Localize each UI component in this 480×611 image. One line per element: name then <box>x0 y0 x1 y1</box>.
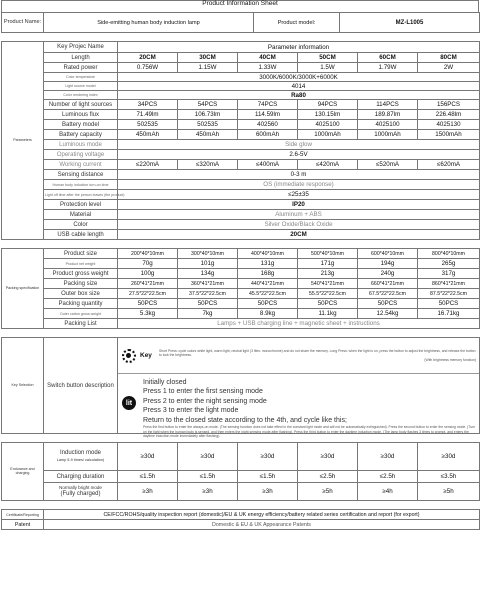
packing-size-value: 860*41*21mm <box>418 279 480 289</box>
color-rendering-label: Color rendering index <box>44 91 118 100</box>
parameters-section-label: Parameters <box>2 42 44 240</box>
working-current-value: ≤420mA <box>298 160 358 170</box>
row-carton-weight <box>2 309 480 319</box>
row-battery-capacity <box>2 130 480 140</box>
sensing-distance-value: 0-3 m <box>118 170 480 180</box>
packing-size-value: 660*41*21mm <box>358 279 418 289</box>
col-head-info: Parameter information <box>118 42 480 53</box>
luminous-flux-value: 130.15lm <box>298 110 358 120</box>
material-value: Aluminum + ABS <box>118 210 480 220</box>
color-value: Silver Oxide/Black Oxide <box>118 220 480 230</box>
sheet-title: Product Information Sheet <box>1 0 479 12</box>
certificate-value: CE/FCC/ROHS/quality inspection report (domestic)/EU & UK energy efficiency/battery related series certification and report (for export) <box>44 510 480 520</box>
endurance-section-label: Endurance and charging <box>2 443 44 501</box>
working-current-label: Working current <box>44 160 118 170</box>
battery-model-value: 502535 <box>178 120 238 130</box>
light-sources-value: 74PCS <box>238 100 298 110</box>
color-rendering-value: Ra80 <box>118 91 480 100</box>
product-name-value: Side-emitting human body induction lamp <box>44 13 254 33</box>
outer-box-size-value: 37.5*22*22.5cm <box>178 289 238 299</box>
product-header <box>1 12 480 33</box>
flow-line: Return to the closed state according to the 4th, and cycle like this; <box>143 416 347 424</box>
rated-power-value: 1.15W <box>178 63 238 73</box>
gross-weight-value: 317g <box>418 269 480 279</box>
normally-bright-value: ≥5h <box>418 483 480 501</box>
flow-line: Initially closed <box>143 379 187 386</box>
battery-capacity-value: 1000mAh <box>298 130 358 140</box>
working-current-value: ≤320mA <box>178 160 238 170</box>
normally-bright-value: ≥4h <box>358 483 418 501</box>
switch-table <box>1 337 480 439</box>
normally-bright-sub: (Fully charged) <box>60 490 101 497</box>
operating-voltage-label: Operating voltage <box>44 150 118 160</box>
luminous-flux-value: 106.73lm <box>178 110 238 120</box>
charging-duration-value: ≤1.5h <box>178 471 238 483</box>
battery-capacity-value: 1000mAh <box>358 130 418 140</box>
normally-bright-value: ≥5h <box>298 483 358 501</box>
light-off-time-label: Light off time after the person leaves (the product) <box>44 190 118 200</box>
packing-table <box>1 248 480 329</box>
packing-quantity-value: 50PCS <box>118 299 178 309</box>
row-operating-voltage <box>2 150 480 160</box>
product-size-value: 400*40*10mm <box>238 249 298 259</box>
light-sources-label: Number of light sources <box>44 100 118 110</box>
row-battery-model <box>2 120 480 130</box>
product-name-label: Product Name: <box>2 13 44 33</box>
carton-weight-label: Outer carton gross weight <box>44 309 118 319</box>
outer-box-size-value: 87.5*22*22.5cm <box>418 289 480 299</box>
row-light-off-time <box>2 190 480 200</box>
battery-model-value: 4025100 <box>298 120 358 130</box>
product-size-label: Product size <box>44 249 118 259</box>
row-gross-weight <box>2 269 480 279</box>
endurance-table <box>1 442 480 501</box>
row-induction-mode <box>2 443 480 471</box>
charging-duration-value: ≤3.5h <box>418 471 480 483</box>
light-sources-value: 156PCS <box>418 100 480 110</box>
battery-capacity-value: 600mAh <box>238 130 298 140</box>
color-label: Color <box>44 220 118 230</box>
battery-capacity-value: 450mAh <box>178 130 238 140</box>
product-model-value: MZ-L1005 <box>340 13 480 33</box>
row-normally-bright <box>2 483 480 501</box>
row-luminous-mode <box>2 140 480 150</box>
normally-bright-label <box>44 483 118 501</box>
row-material <box>2 210 480 220</box>
working-current-value: ≤620mA <box>418 160 480 170</box>
patent-value: Domestic & EU & UK Appearance Patents <box>44 520 480 530</box>
row-net-weight <box>2 259 480 269</box>
row-product-size <box>2 249 480 259</box>
carton-weight-value: 11.1kg <box>298 309 358 319</box>
row-working-current <box>2 160 480 170</box>
row-charging-duration <box>2 471 480 483</box>
protection-level-label: Protection level <box>44 200 118 210</box>
carton-weight-value: 8.9kg <box>238 309 298 319</box>
product-size-value: 300*40*10mm <box>178 249 238 259</box>
rated-power-value: 2W <box>418 63 480 73</box>
flow-line: Press 1 to enter the first sensing mode <box>143 388 263 396</box>
induction-mode-value: ≥30d <box>358 443 418 471</box>
row-turn-on-time <box>2 180 480 190</box>
packing-quantity-label: Packing quantity <box>44 299 118 309</box>
induction-mode-label <box>44 443 118 471</box>
packing-quantity-value: 50PCS <box>418 299 480 309</box>
packing-quantity-value: 50PCS <box>178 299 238 309</box>
charging-duration-value: ≤1.5h <box>118 471 178 483</box>
row-packing-list <box>2 319 480 329</box>
flow-line: Press 2 to enter the night sensing mode <box>143 397 267 405</box>
gross-weight-value: 100g <box>118 269 178 279</box>
length-value: 50CM <box>298 53 358 63</box>
packing-size-value: 360*41*21mm <box>178 279 238 289</box>
luminous-mode-label: Luminous mode <box>44 140 118 150</box>
light-source-model-value: 4014 <box>118 82 480 91</box>
row-luminous-flux <box>2 110 480 120</box>
outer-box-size-value: 45.5*22*22.5cm <box>238 289 298 299</box>
packing-quantity-value: 50PCS <box>298 299 358 309</box>
packing-list-label: Packing List <box>44 319 118 329</box>
length-value: 40CM <box>238 53 298 63</box>
normally-bright-value: ≥3h <box>118 483 178 501</box>
net-weight-value: 70g <box>118 259 178 269</box>
product-size-value: 600*40*10mm <box>358 249 418 259</box>
flow-line: Press 3 to enter the light mode <box>143 407 239 415</box>
rated-power-value: 1.33W <box>238 63 298 73</box>
induction-mode-value: ≥30d <box>418 443 480 471</box>
row-usb-cable <box>2 230 480 240</box>
battery-capacity-value: 1500mAh <box>418 130 480 140</box>
battery-capacity-label: Battery capacity <box>44 130 118 140</box>
battery-model-label: Battery model <box>44 120 118 130</box>
packing-size-label: Packing size <box>44 279 118 289</box>
lit-mark: lit <box>125 399 133 407</box>
charging-duration-value: ≤1.5h <box>238 471 298 483</box>
color-temperature-value: 3000K/6000K/3000K+6000K <box>118 73 480 82</box>
net-weight-value: 171g <box>298 259 358 269</box>
rated-power-value: 1.5W <box>298 63 358 73</box>
gross-weight-value: 213g <box>298 269 358 279</box>
packing-size-value: 440*41*21mm <box>238 279 298 289</box>
key-selection-label: Key Selection <box>2 338 44 434</box>
row-length <box>2 53 480 63</box>
working-current-value: ≤220mA <box>118 160 178 170</box>
row-color-temperature <box>2 73 480 82</box>
protection-level-value: IP20 <box>118 200 480 210</box>
induction-mode-value: ≥30d <box>118 443 178 471</box>
packing-quantity-value: 50PCS <box>238 299 298 309</box>
working-current-value: ≤400mA <box>238 160 298 170</box>
luminous-mode-value: Side glow <box>118 140 480 150</box>
packing-section-label: Packing specification <box>2 249 44 329</box>
key-word: Key <box>140 352 152 359</box>
packing-size-value: 540*41*21mm <box>298 279 358 289</box>
carton-weight-value: 7kg <box>178 309 238 319</box>
operating-voltage-value: 2.6-5V <box>118 150 480 160</box>
battery-model-value: 502535 <box>118 120 178 130</box>
battery-model-value: 4025100 <box>358 120 418 130</box>
outer-box-size-label: Outer box size <box>44 289 118 299</box>
net-weight-value: 131g <box>238 259 298 269</box>
packing-quantity-value: 50PCS <box>358 299 418 309</box>
induction-mode-title: Induction mode <box>59 450 102 457</box>
induction-mode-value: ≥30d <box>178 443 238 471</box>
col-head-key: Key Projec Name <box>44 42 118 53</box>
packing-size-value: 260*41*21mm <box>118 279 178 289</box>
length-value: 80CM <box>418 53 480 63</box>
turn-on-time-value: OS (immediate response) <box>118 180 480 190</box>
rated-power-value: 0.756W <box>118 63 178 73</box>
light-sources-value: 94PCS <box>298 100 358 110</box>
outer-box-size-value: 67.5*22*22.5cm <box>358 289 418 299</box>
usb-cable-value: 20CM <box>118 230 480 240</box>
charging-duration-value: ≤2.5h <box>298 471 358 483</box>
induction-mode-value: ≥30d <box>238 443 298 471</box>
lit-icon <box>122 396 136 410</box>
turn-on-time-label: Human body induction turn-on time <box>44 180 118 190</box>
switch-description-label: Switch button description <box>44 338 118 434</box>
normally-bright-title: Normally bright mode <box>59 484 102 490</box>
rated-power-label: Rated power <box>44 63 118 73</box>
luminous-flux-value: 71.49lm <box>118 110 178 120</box>
row-packing-quantity <box>2 299 480 309</box>
light-sources-value: 54PCS <box>178 100 238 110</box>
battery-capacity-value: 450mAh <box>118 130 178 140</box>
normally-bright-value: ≥3h <box>238 483 298 501</box>
luminous-flux-value: 226.48lm <box>418 110 480 120</box>
row-rated-power <box>2 63 480 73</box>
mode-flow <box>140 378 479 438</box>
material-label: Material <box>44 210 118 220</box>
product-size-value: 500*40*10mm <box>298 249 358 259</box>
charging-duration-value: ≤2.5h <box>358 471 418 483</box>
luminous-flux-label: Luminous flux <box>44 110 118 120</box>
luminous-flux-value: 114.59lm <box>238 110 298 120</box>
row-outer-box-size <box>2 289 480 299</box>
parameters-table <box>1 41 480 240</box>
light-sources-value: 34PCS <box>118 100 178 110</box>
net-weight-value: 194g <box>358 259 418 269</box>
net-weight-label: Product net weight <box>44 259 118 269</box>
length-value: 60CM <box>358 53 418 63</box>
row-light-source-model <box>2 82 480 91</box>
light-sources-value: 114PCS <box>358 100 418 110</box>
carton-weight-value: 12.54kg <box>358 309 418 319</box>
row-packing-size <box>2 279 480 289</box>
patent-label: Patent <box>2 520 44 530</box>
length-value: 30CM <box>178 53 238 63</box>
certificate-label: Certificate/Reporting <box>2 510 44 520</box>
gear-icon <box>122 349 136 363</box>
product-model-label: Product model: <box>254 13 340 33</box>
gross-weight-value: 240g <box>358 269 418 279</box>
light-source-model-label: Light source model <box>44 82 118 91</box>
product-size-value: 800*40*10mm <box>418 249 480 259</box>
induction-mode-sub: Lamp 5-9 times/ calculation) <box>56 457 105 462</box>
footer-table <box>1 509 480 530</box>
gross-weight-label: Product gross weight <box>44 269 118 279</box>
key-memory-note: (With brightness memory function) <box>424 357 476 362</box>
luminous-flux-value: 189.87lm <box>358 110 418 120</box>
normally-bright-value: ≥3h <box>178 483 238 501</box>
product-size-value: 200*40*10mm <box>118 249 178 259</box>
sensing-distance-label: Sensing distance <box>44 170 118 180</box>
induction-mode-value: ≥30d <box>298 443 358 471</box>
battery-model-value: 4025130 <box>418 120 480 130</box>
row-sensing-distance <box>2 170 480 180</box>
net-weight-value: 101g <box>178 259 238 269</box>
row-color-rendering <box>2 91 480 100</box>
battery-model-value: 402560 <box>238 120 298 130</box>
key-description: Short Press: cycle colors white light, warm light, neutral light (3 files: monochrome) and do not share the memory. Long Press: when the light is on, press the button to adjust the brightness, and release the button to lock the brightness. <box>158 348 476 358</box>
carton-weight-value: 5.3kg <box>118 309 178 319</box>
length-label: Length <box>44 53 118 63</box>
lit-section <box>118 374 479 439</box>
length-value: 20CM <box>118 53 178 63</box>
key-section <box>118 338 479 374</box>
outer-box-size-value: 55.5*22*22.5cm <box>298 289 358 299</box>
rated-power-value: 1.79W <box>358 63 418 73</box>
gross-weight-value: 168g <box>238 269 298 279</box>
charging-duration-label: Charging duration <box>44 471 118 483</box>
net-weight-value: 265g <box>418 259 480 269</box>
row-color <box>2 220 480 230</box>
light-off-time-value: ≤25±35 <box>118 190 480 200</box>
working-current-value: ≤520mA <box>358 160 418 170</box>
usb-cable-label: USB cable length <box>44 230 118 240</box>
row-light-sources <box>2 100 480 110</box>
packing-list-value: Lamps + USB charging line + magnetic sheet + instructions <box>118 319 480 329</box>
row-protection-level <box>2 200 480 210</box>
color-temperature-label: Color temperature <box>44 73 118 82</box>
carton-weight-value: 16.71kg <box>418 309 480 319</box>
outer-box-size-value: 27.5*22*22.5cm <box>118 289 178 299</box>
flow-detail: Press the first button to enter the always-on mode. (The sensing function does not take effect in the constant light mode and will not be automatically extinguished). Press the second button to enter the sensing mode. (Turn on the light when the human body is sensed, and then enters the night sensing mode after flashing). Press the third button to enter the daytime induction mode. (The lamp body flashes 3 times to prompt, and enters the daytime induction mode immediately after flashing). <box>143 425 476 439</box>
gross-weight-value: 134g <box>178 269 238 279</box>
product-information-sheet <box>1 0 479 611</box>
